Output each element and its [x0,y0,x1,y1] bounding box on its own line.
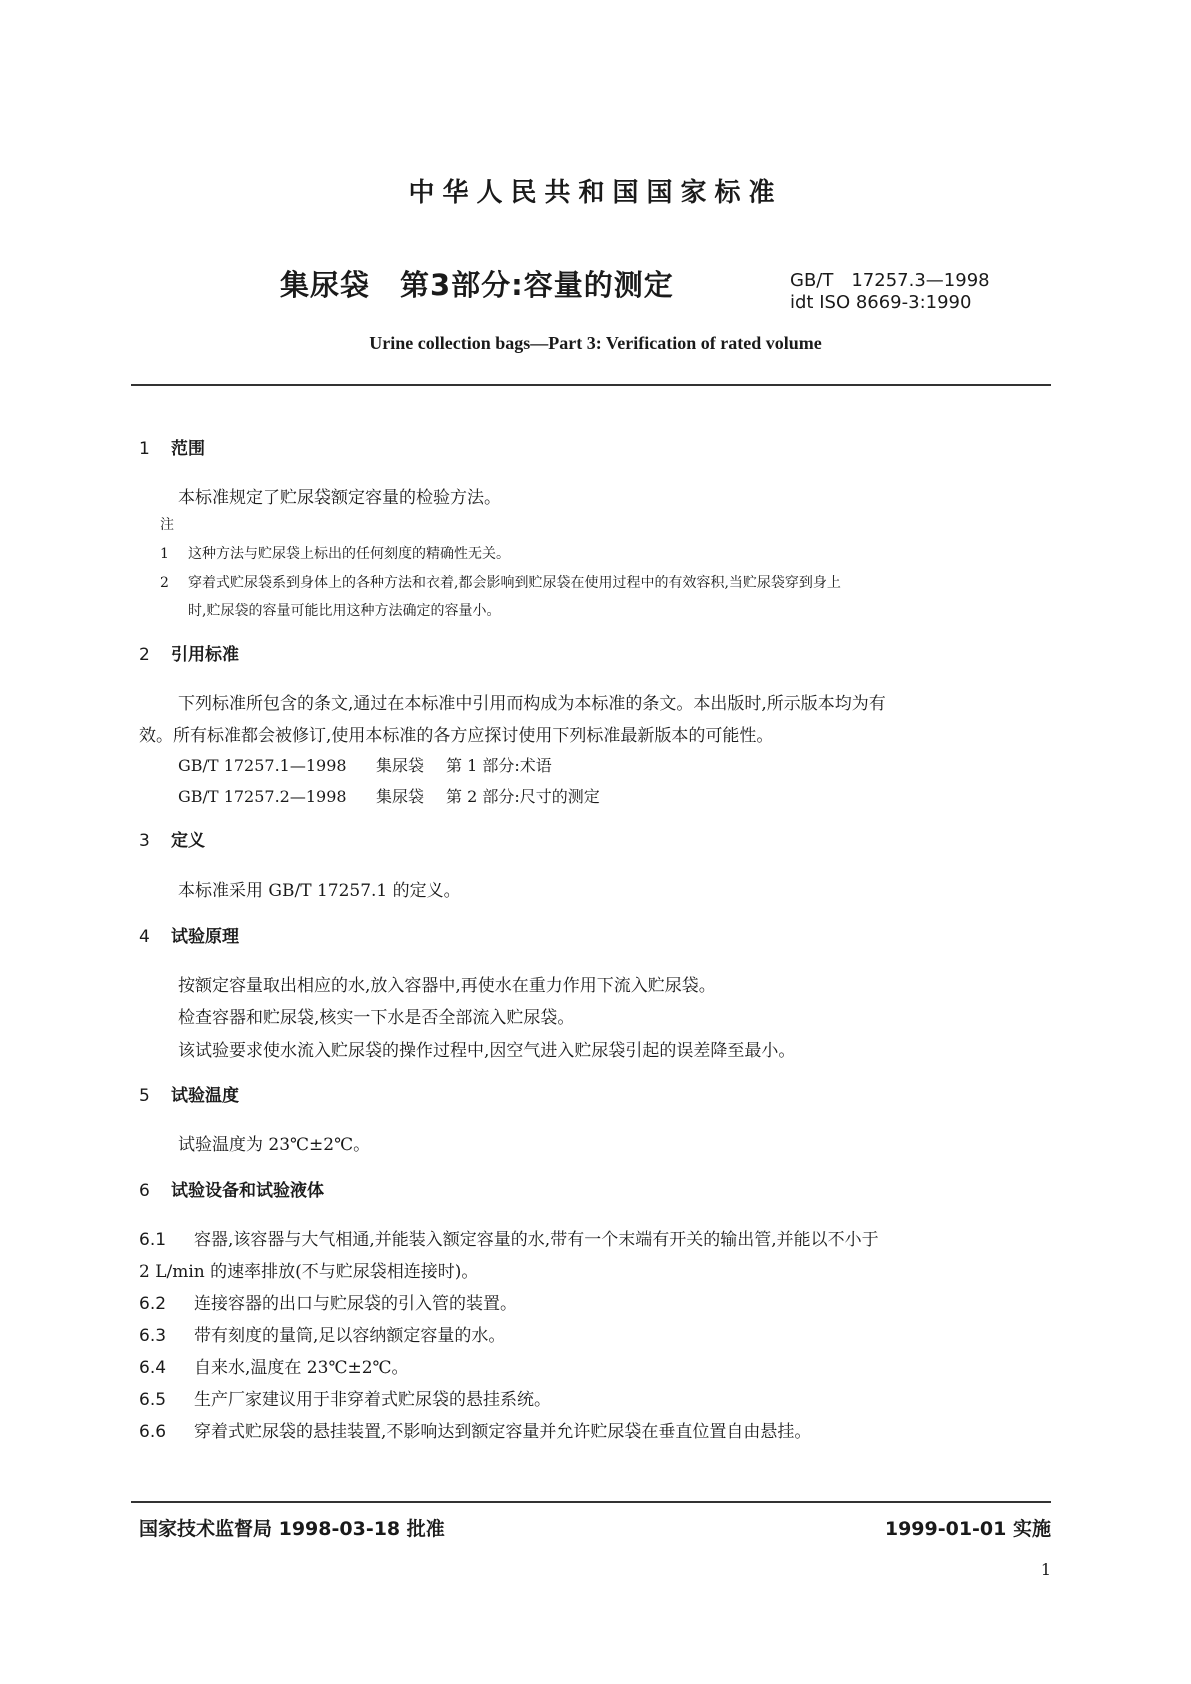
section-4-line-3: 该试验要求使水流入贮尿袋的操作过程中,因空气进入贮尿袋引起的误差降至最小。 [178,1041,796,1061]
page-number: 1 [1040,1560,1051,1579]
item-6-6 [139,1417,811,1442]
section-number: 4 [139,927,150,947]
national-standard-heading: 中华人民共和国国家标准 [408,178,783,208]
reference-standard-2 [178,784,600,807]
item-text: 自来水,温度在 23℃±2℃。 [194,1358,409,1378]
section-number: 2 [139,645,150,665]
section-1-heading [139,434,205,459]
section-2-heading [139,640,239,665]
document-title-cn: 集尿袋 第3部分:容量的测定 [280,268,674,302]
section-number: 6 [139,1181,150,1201]
header-divider [131,384,1051,386]
section-3-paragraph: 本标准采用 GB/T 17257.1 的定义。 [178,881,461,901]
footer-divider [131,1501,1051,1503]
item-6-1-continuation: 2 L/min 的速率排放(不与贮尿袋相连接时)。 [139,1262,479,1282]
effective-date: 1999-01-01 实施 [884,1518,1051,1540]
item-6-1 [139,1225,879,1250]
section-4-line-1: 按额定容量取出相应的水,放入容器中,再使水在重力作用下流入贮尿袋。 [178,976,716,996]
section-title: 定义 [171,831,205,851]
note-number: 1 [160,546,169,562]
standard-number: GB/T 17257.3—1998 [790,270,990,291]
section-1-paragraph: 本标准规定了贮尿袋额定容量的检验方法。 [178,488,501,508]
reference-name: 集尿袋 [376,756,425,775]
reference-name: 集尿袋 [376,787,425,806]
approval-date: 国家技术监督局 1998-03-18 批准 [139,1518,445,1540]
reference-code: GB/T 17257.1—1998 [178,756,347,775]
item-6-5 [139,1385,551,1410]
note-text: 这种方法与贮尿袋上标出的任何刻度的精确性无关。 [188,546,510,562]
reference-part: 第 1 部分:术语 [446,756,552,775]
document-title-en: Urine collection bags—Part 3: Verification of rated volume [369,333,822,353]
reference-part: 第 2 部分:尺寸的测定 [446,787,600,806]
note-text: 穿着式贮尿袋系到身体上的各种方法和衣着,都会影响到贮尿袋在使用过程中的有效容积,当贮尿袋穿到身上 [188,575,841,591]
section-5-paragraph: 试验温度为 23℃±2℃。 [178,1135,371,1155]
reference-standard-1 [178,753,552,776]
item-number: 6.4 [139,1358,167,1378]
item-number: 6.2 [139,1294,167,1314]
section-6-heading [139,1176,324,1201]
standard-number-block [790,270,990,314]
item-text: 带有刻度的量筒,足以容纳额定容量的水。 [194,1326,506,1346]
note-label: 注 [160,517,174,533]
section-title: 引用标准 [171,645,239,665]
note-2 [160,572,841,592]
note-number: 2 [160,575,169,591]
section-title: 试验温度 [171,1086,239,1106]
section-number: 1 [139,439,150,459]
note-1 [160,543,510,563]
item-text: 生产厂家建议用于非穿着式贮尿袋的悬挂系统。 [194,1390,551,1410]
section-4-heading [139,922,239,947]
note-2-continuation: 时,贮尿袋的容量可能比用这种方法确定的容量小。 [188,603,501,619]
item-number: 6.1 [139,1230,167,1250]
section-number: 5 [139,1086,150,1106]
section-number: 3 [139,831,150,851]
item-number: 6.6 [139,1422,167,1442]
item-number: 6.5 [139,1390,167,1410]
item-6-3 [139,1321,505,1346]
identical-iso-number: idt ISO 8669-3:1990 [790,292,972,313]
reference-code: GB/T 17257.2—1998 [178,787,347,806]
section-2-paragraph-line1: 下列标准所包含的条文,通过在本标准中引用而构成为本标准的条文。本出版时,所示版本均为有 [178,694,886,714]
section-title: 试验原理 [171,927,239,947]
section-4-line-2: 检查容器和贮尿袋,核实一下水是否全部流入贮尿袋。 [178,1008,575,1028]
section-3-heading [139,826,205,851]
section-2-paragraph-line2: 效。所有标准都会被修订,使用本标准的各方应探讨使用下列标准最新版本的可能性。 [139,726,774,746]
item-text: 容器,该容器与大气相通,并能装入额定容量的水,带有一个末端有开关的输出管,并能以不小于 [194,1230,879,1250]
item-text: 连接容器的出口与贮尿袋的引入管的装置。 [194,1294,517,1314]
item-6-4 [139,1353,409,1378]
section-title: 试验设备和试验液体 [171,1181,324,1201]
section-title: 范围 [171,439,205,459]
item-number: 6.3 [139,1326,167,1346]
item-text: 穿着式贮尿袋的悬挂装置,不影响达到额定容量并允许贮尿袋在垂直位置自由悬挂。 [194,1422,812,1442]
section-5-heading [139,1081,239,1106]
item-6-2 [139,1289,517,1314]
